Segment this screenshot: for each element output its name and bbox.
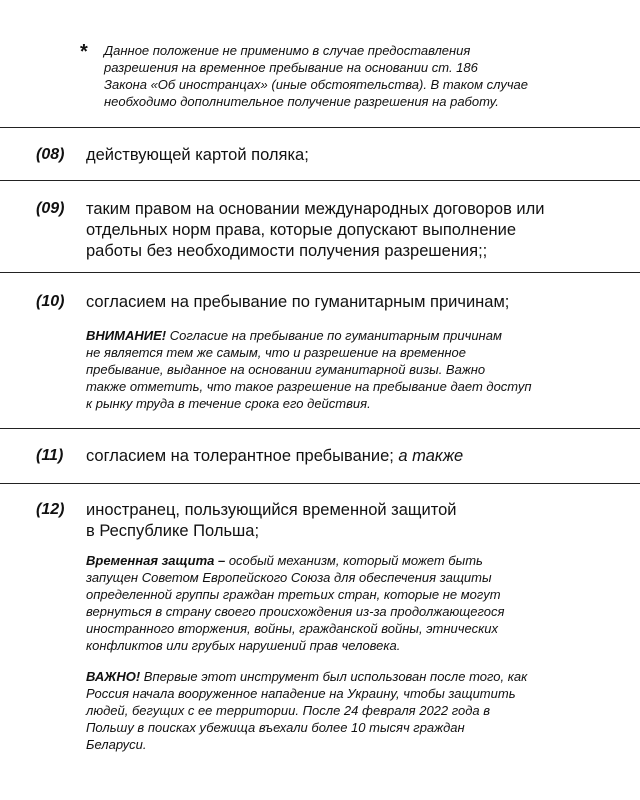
list-item-08 bbox=[36, 145, 616, 166]
divider bbox=[0, 127, 640, 128]
note-label: ВАЖНО! bbox=[86, 669, 141, 684]
item-text-main: согласием на толерантное пребывание; bbox=[86, 447, 399, 465]
item-text: согласием на пребывание по гуманитарным причинам; bbox=[86, 293, 510, 311]
list-item-10 bbox=[36, 292, 616, 412]
divider bbox=[0, 180, 640, 181]
item-text: таким правом на основании международных договоров или отдельных норм права, которые допускают выполнение работы без необходимости получения разрешения;; bbox=[86, 200, 545, 260]
note-text: Впервые этот инструмент был использован после того, как Россия начала вооруженное нападение на Украину, чтобы защитить людей, бегущих с ее территории. После 24 февраля 2022 года в Польшу в поисках убежища въехали более 10 тысяч граждан Беларуси. bbox=[86, 669, 528, 752]
list-item-11 bbox=[36, 446, 616, 467]
item-number: (12) bbox=[36, 501, 65, 518]
footnote bbox=[80, 42, 600, 110]
item-text: действующей картой поляка; bbox=[86, 146, 309, 164]
item-text: иностранец, пользующийся временной защитой в Республике Польша; bbox=[86, 501, 457, 540]
note-label: Временная защита – bbox=[86, 553, 226, 568]
item-number: (09) bbox=[36, 200, 65, 217]
divider bbox=[0, 483, 640, 484]
divider bbox=[0, 272, 640, 273]
item-number: (08) bbox=[36, 146, 65, 163]
list-item-12 bbox=[36, 500, 616, 753]
footnote-text: Данное положение не применимо в случае предоставления разрешения на временное пребывание на основании ст. 186 Закона «Об иностранцах» (иные обстоятельства). В таком случае необходимо дополнительное получение разрешения на работу. bbox=[104, 43, 529, 109]
important-note bbox=[86, 668, 616, 753]
item-number: (10) bbox=[36, 293, 65, 310]
list-item-09 bbox=[36, 199, 616, 262]
temporary-protection-note bbox=[86, 552, 616, 654]
item-text-emphasis: а также bbox=[398, 447, 464, 465]
divider bbox=[0, 428, 640, 429]
asterisk-icon: * bbox=[80, 41, 88, 63]
note-text: Согласие на пребывание по гуманитарным причинам не является тем же самым, что и разрешение на временное пребывание, выданное на основании гуманитарной визы. Важно также отметить, что такое разрешение на пребывание дает доступ к рынку труда в течение срока его действия. bbox=[86, 328, 532, 411]
item-text bbox=[86, 446, 616, 467]
note-label: ВНИМАНИЕ! bbox=[86, 328, 167, 343]
item-number: (11) bbox=[36, 447, 64, 464]
note-text: особый механизм, который может быть запущен Советом Европейского Союза для обеспечения защиты определенной группы граждан третьих стран, которые не могут вернуться в страну своего происхождения из-за продолжающегося иностранного вторжения, войны, гражданской войны, этнических конфликтов или грубых нарушений прав человека. bbox=[86, 553, 505, 653]
attention-note bbox=[86, 327, 616, 412]
